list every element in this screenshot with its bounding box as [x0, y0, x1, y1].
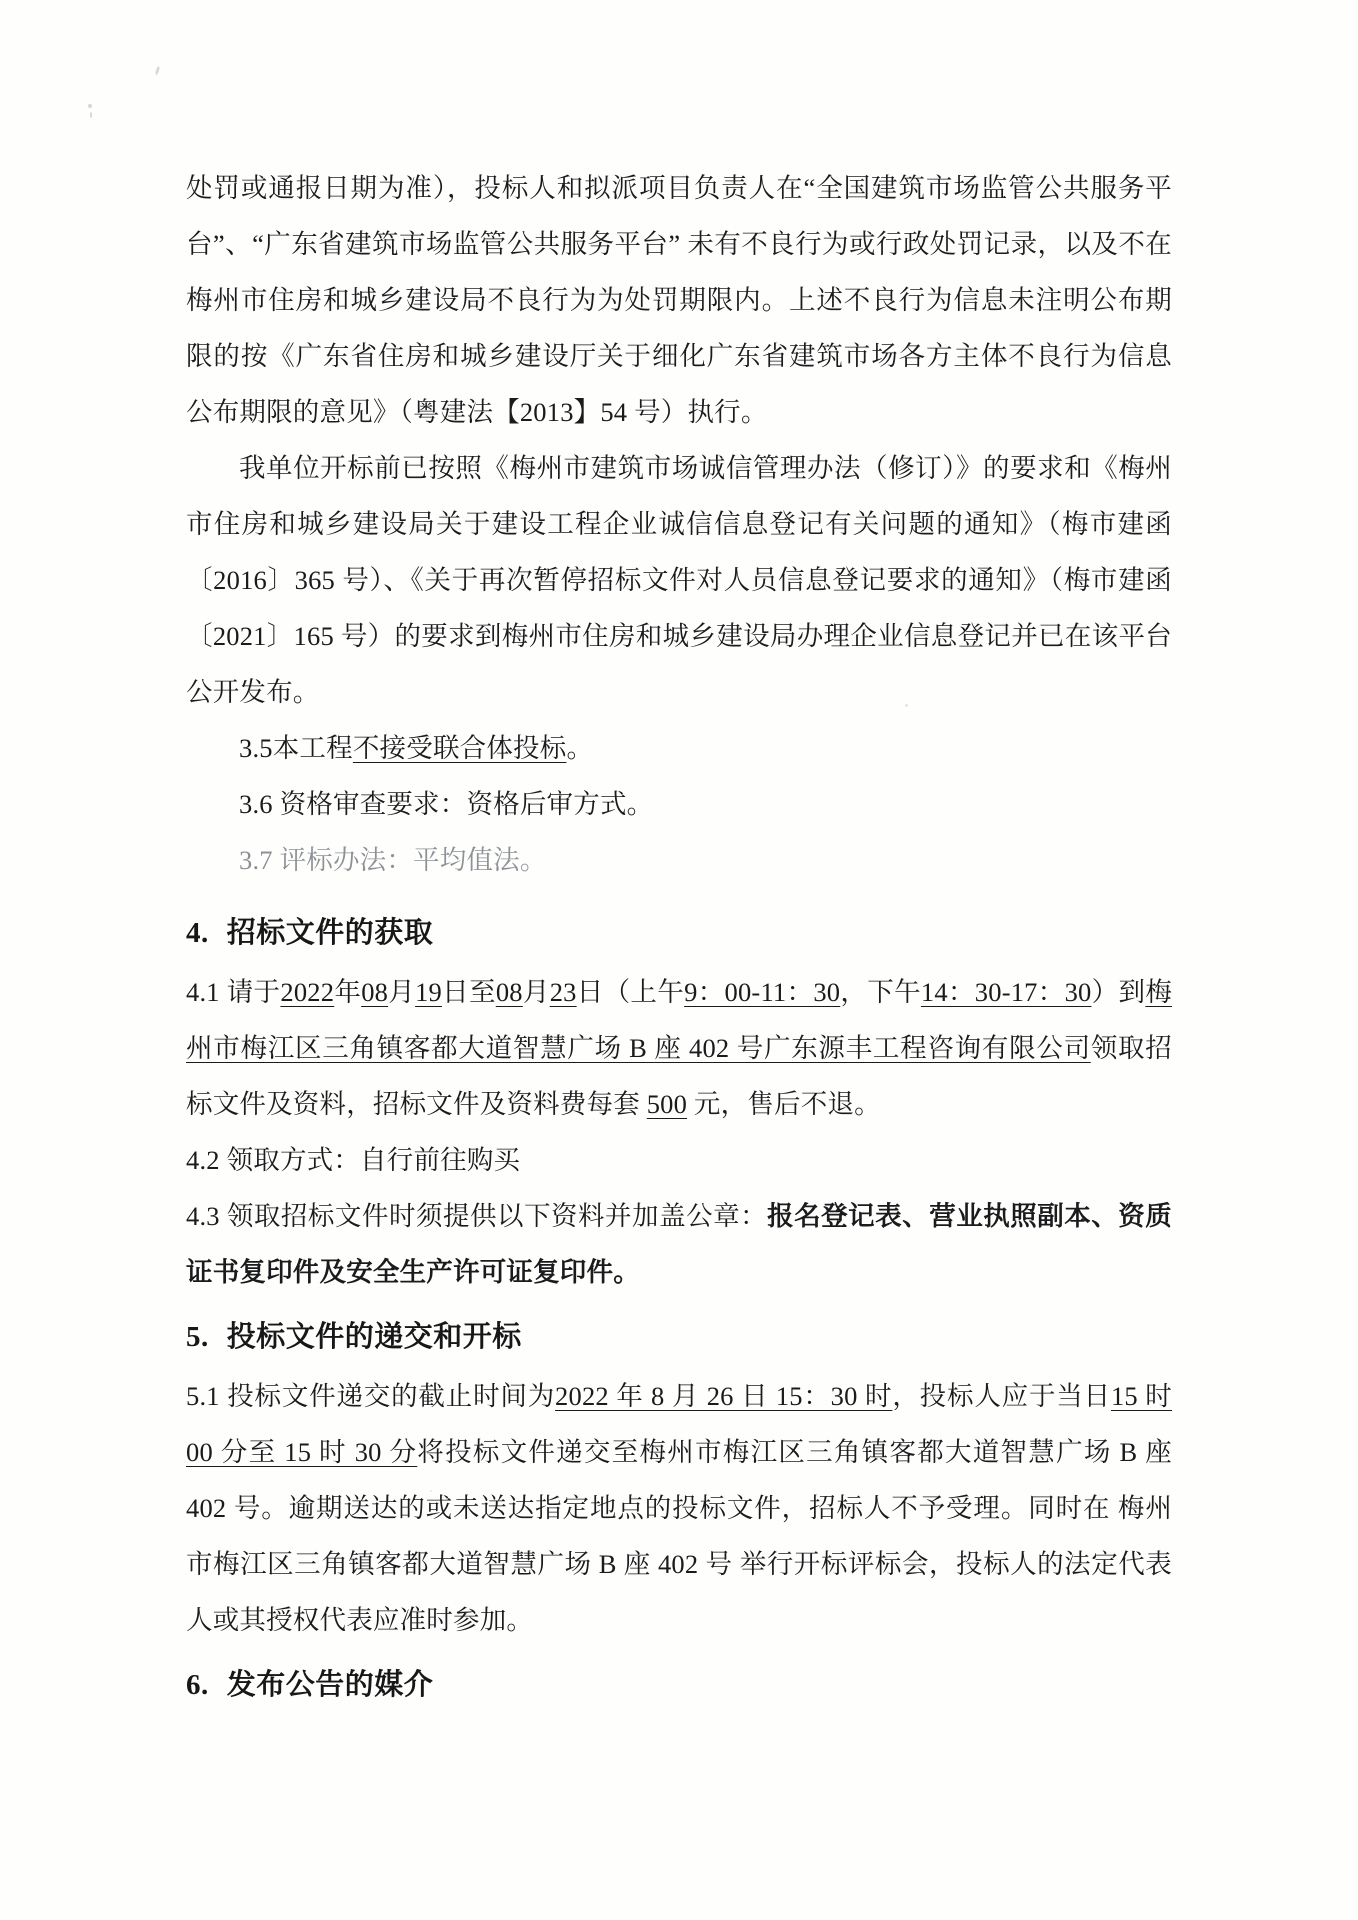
clause-4-2 — [186, 1132, 1172, 1188]
section-5-number: 5. — [186, 1321, 209, 1353]
section-heading-4 — [186, 902, 1172, 964]
section-5-title: 投标文件的递交和开标 — [226, 1321, 522, 1353]
clause-3-7 — [186, 832, 1172, 888]
clause-4-1-day-end: 23 — [549, 977, 577, 1007]
clause-4-3 — [186, 1188, 1172, 1300]
clause-4-2-text: 领取方式：自行前往购买 — [226, 1145, 521, 1175]
clause-4-3-number: 4.3 — [186, 1201, 220, 1231]
clause-4-3-required-documents: 报名登记表、营业执照副本、资质证书复印件及安全生产许可证复印件。 — [186, 1201, 1172, 1287]
clause-4-1-seg4: 日至 — [441, 977, 496, 1007]
clause-4-1 — [186, 964, 1172, 1132]
clause-4-1-seg10: 元，售后不退。 — [693, 1089, 881, 1119]
paragraph-intro: 处罚或通报日期为准），投标人和拟派项目负责人在“全国建筑市场监管公共服务平台”、“广东省建筑市场监管公共服务平台” 未有不良行为或行政处罚记录，以及不在梅州市住房和城乡建设局不良行为为处罚期限内。上述不良行为信息未注明公布期限的按《广东省住房和城乡建设厅关于细化广东省建筑市场各方主体不良行为信息公布期限的意见》（粤建法【2013】54 号）执行。 — [186, 173, 1172, 427]
clause-5-1 — [186, 1368, 1172, 1648]
clause-4-1-month-end: 08 — [495, 977, 523, 1007]
clause-5-1-venue: 梅州市梅江区三角镇客都大道智慧广场 B 座 402 号 — [186, 1493, 1173, 1579]
clause-4-1-time-morning: 9：00-11：30 — [684, 977, 841, 1007]
scan-artifact-speck — [88, 104, 92, 108]
clause-3-7-text: 评标办法：平均值法。 — [279, 845, 547, 875]
clause-4-1-day-start: 19 — [415, 977, 442, 1007]
clause-5-1-number: 5.1 — [186, 1381, 220, 1411]
section-heading-5 — [186, 1306, 1172, 1368]
clause-4-1-seg8: ）到 — [1091, 977, 1146, 1007]
section-6-title: 发布公告的媒介 — [226, 1669, 434, 1701]
clause-4-1-seg9: 领取招标文件及资料，招标文件及资料费每套 — [186, 1033, 1172, 1119]
clause-3-5-tail: 。 — [566, 733, 594, 763]
clause-3-6 — [186, 776, 1172, 832]
clause-4-1-pickup-address: 梅州市梅江区三角镇客都大道智慧广场 B 座 402 号广东源丰工程咨询有限公司 — [186, 977, 1173, 1063]
clause-4-3-lead: 领取招标文件时须提供以下资料并加盖公章： — [226, 1201, 768, 1231]
clause-5-1-submission-window: 15 时 00 分至 15 时 30 分 — [186, 1381, 1172, 1467]
clause-3-6-text: 资格审查要求：资格后审方式。 — [279, 789, 654, 819]
clause-5-1-seg4: 举行开标评标会，投标人的法定代表人或其授权代表应准时参加。 — [186, 1549, 1172, 1635]
clause-4-1-year: 2022 — [280, 977, 335, 1007]
clause-4-1-seg3: 月 — [388, 977, 416, 1007]
clause-5-1-deadline: 2022 年 8 月 26 日 15：30 时 — [555, 1381, 893, 1411]
section-6-number: 6. — [186, 1669, 209, 1701]
clause-4-1-seg1: 请于 — [226, 977, 281, 1007]
document-body — [186, 160, 1172, 1716]
clause-3-7-number: 3.7 — [239, 845, 273, 875]
section-4-title: 招标文件的获取 — [226, 917, 434, 949]
clause-5-1-seg3: 将投标文件递交至梅州市梅江区三角镇客都大道智慧广场 B 座 402 号。逾期送达的或未送达指定地点的投标文件，招标人不予受理。同时在 — [186, 1437, 1173, 1523]
clause-4-2-number: 4.2 — [186, 1145, 220, 1175]
clause-4-1-seg6: 日（上午 — [576, 977, 685, 1007]
section-heading-6 — [186, 1654, 1172, 1716]
clause-5-1-seg1: 投标文件递交的截止时间为 — [227, 1381, 556, 1411]
clause-4-1-seg7: ，下午 — [840, 977, 921, 1007]
clause-4-1-seg2: 年 — [334, 977, 362, 1007]
clause-4-1-seg5: 月 — [522, 977, 550, 1007]
section-4-number: 4. — [186, 917, 209, 949]
clause-3-5-underlined: 不接受联合体投标 — [352, 733, 567, 763]
scan-artifact-speck — [90, 112, 92, 118]
clause-4-1-number: 4.1 — [186, 977, 220, 1007]
clause-3-6-number: 3.6 — [239, 789, 273, 819]
clause-3-5 — [186, 720, 1172, 776]
clause-3-5-number: 3.5 — [239, 733, 273, 763]
clause-3-5-lead: 本工程 — [272, 733, 353, 763]
clause-4-1-time-afternoon: 14：30-17：30 — [920, 977, 1092, 1007]
clause-4-1-month-start: 08 — [361, 977, 389, 1007]
clause-5-1-seg2: ，投标人应于当日 — [892, 1381, 1111, 1411]
paragraph-credit-registration: 我单位开标前已按照《梅州市建筑市场诚信管理办法（修订）》的要求和《梅州市住房和城乡建设局关于建设工程企业诚信信息登记有关问题的通知》（梅市建函〔2016〕365 号）、《关于再次暂停招标文件对人员信息登记要求的通知》（梅市建函〔2021〕165 号）的要求到梅州市住房和城乡建设局办理企业信息登记并已在该平台公开发布。 — [186, 453, 1172, 707]
clause-4-1-price: 500 — [646, 1089, 688, 1119]
scan-artifact-speck — [155, 66, 161, 75]
